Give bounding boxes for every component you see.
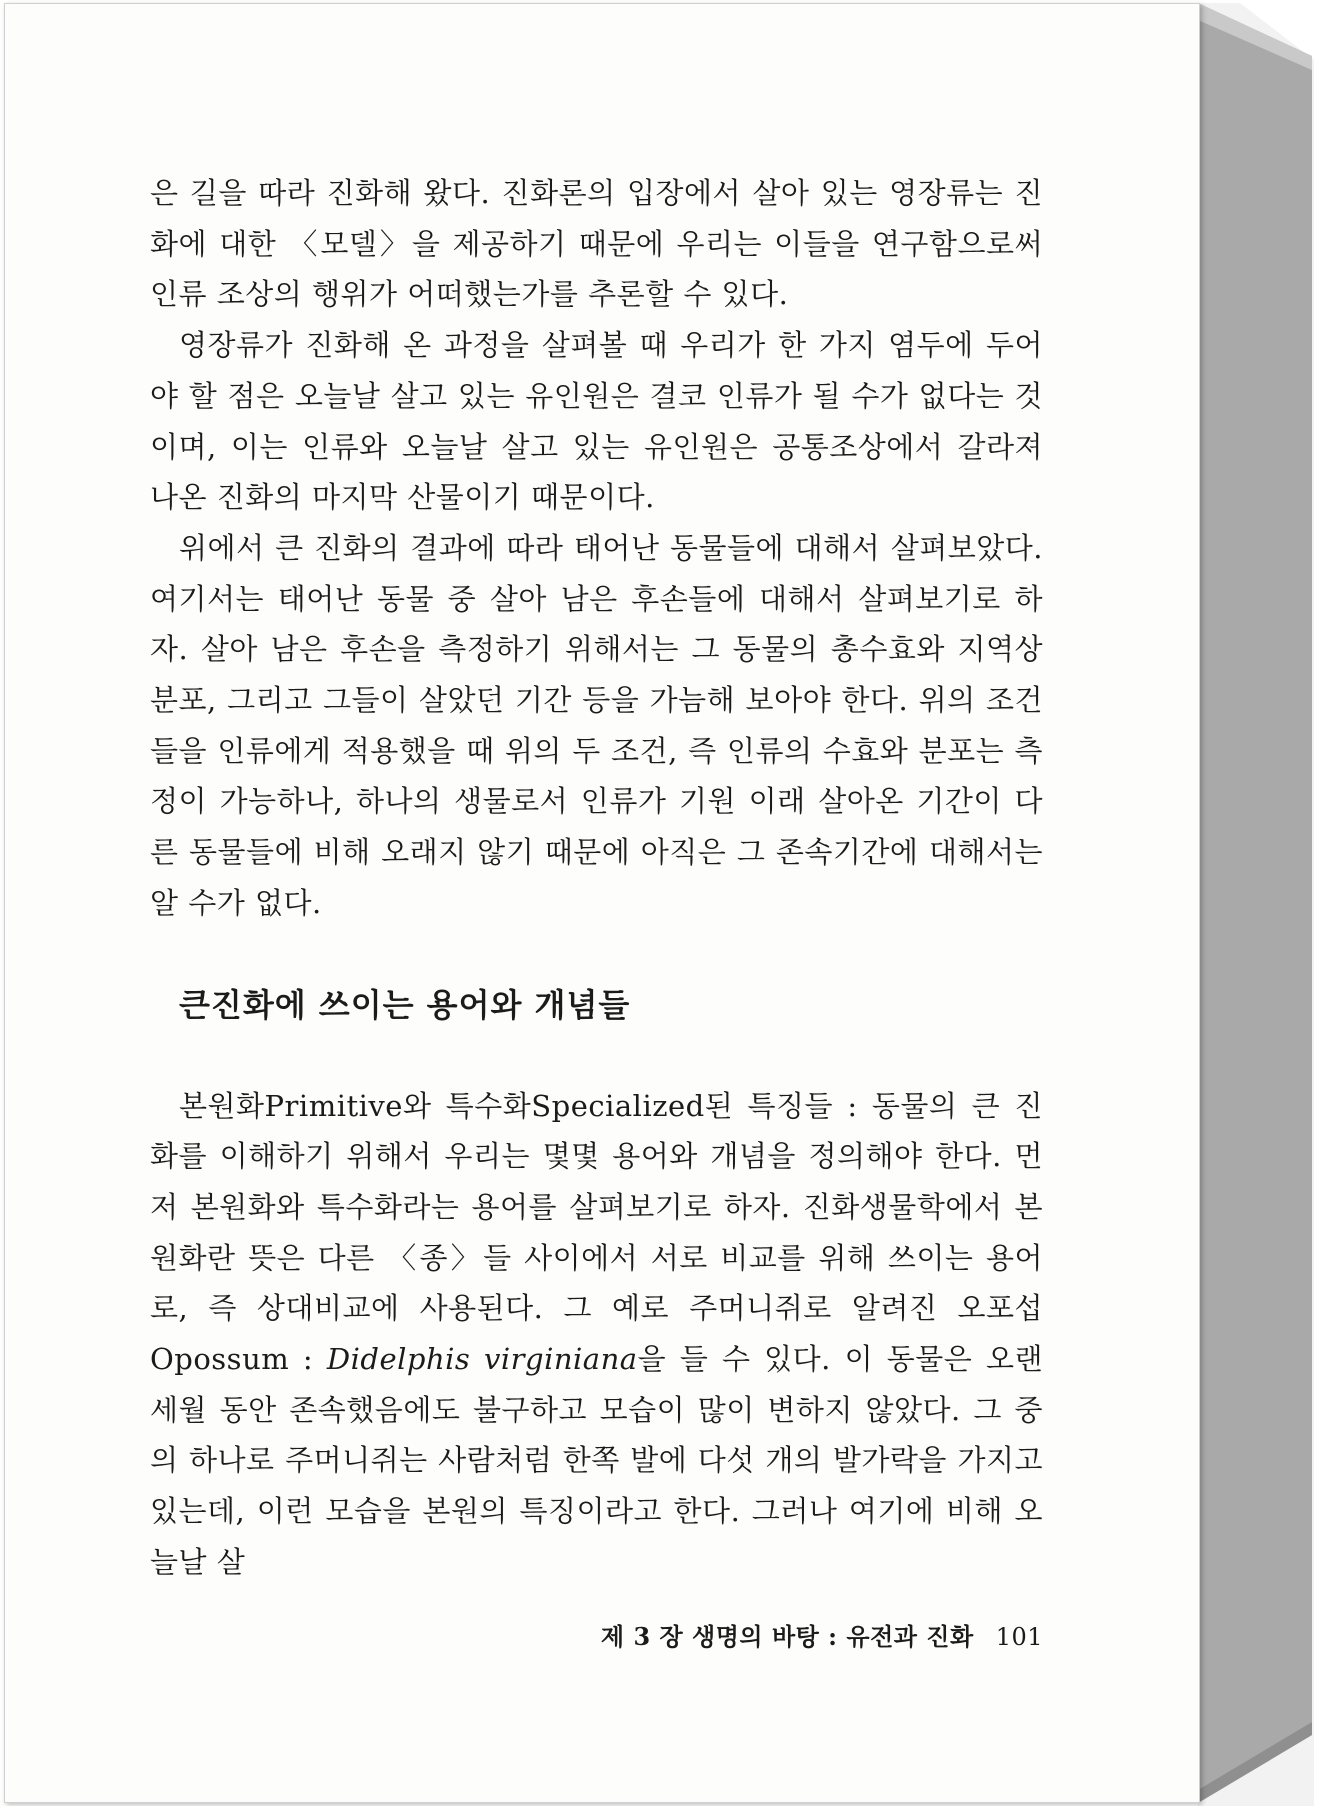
chapter-title: 제 3 장 생명의 바탕 : 유전과 진화 (600, 1622, 974, 1651)
paragraph-primate-evolution: 영장류가 진화해 온 과정을 살펴볼 때 우리가 한 가지 염두에 두어야 할 점은 오늘날 살고 있는 유인원은 결코 인류가 될 수가 없다는 것이며, 이는 인류와 오늘날 살고 있는 유인원은 공통조상에서 갈라져 나온 진화의 마지막 산물이기 때문이다. (150, 328, 1043, 515)
species-name-italic: Didelphis virginiana (326, 1342, 638, 1377)
page-number: 101 (995, 1623, 1043, 1651)
paragraph-surviving-descendants: 위에서 큰 진화의 결과에 따라 태어난 동물들에 대해서 살펴보았다. 여기서는 태어난 동물 중 살아 남은 후손들에 대해서 살펴보기로 하자. 살아 남은 후손을 측정하기 위해서는 그 동물의 총수효와 지역상 분포, 그리고 그들이 살았던 기간 등을 가늠해 보아야 한다. 위의 조건들을 인류에게 적용했을 때 위의 두 조건, 즉 인류의 수효와 분포는 측정이 가능하나, 하나의 생물로서 인류가 기원 이래 살아온 기간이 다른 동물들에 비해 오래지 않기 때문에 아직은 그 존속기간에 대해서는 알 수가 없다. (150, 530, 1043, 920)
paragraph-text-part-1: 본원화Primitive와 특수화Specialized된 특징들 : 동물의 큰 진화를 이해하기 위해서 우리는 몇몇 용어와 개념을 정의해야 한다. 먼저 본원화와 특수화라는 용어를 살펴보기로 하자. 진화생물학에서 본원화란 뜻은 다른 〈종〉들 사이에서 서로 비교를 위해 쓰이는 용어로, 즉 상대비교에 사용된다. 그 예로 주머니쥐로 알려진 오포섭Opossum : (150, 1088, 1043, 1377)
paragraph-continuation: 은 길을 따라 진화해 왔다. 진화론의 입장에서 살아 있는 영장류는 진화에 대한 〈모델〉을 제공하기 때문에 우리는 이들을 연구함으로써 인류 조상의 행위가 어떠했는가를 추론할 수 있다. (150, 176, 1043, 312)
page-footer (150, 1617, 1043, 1652)
paragraph-primitive-specialized (150, 1081, 1043, 1588)
paragraph-text-part-2: 을 들 수 있다. 이 동물은 오랜 세월 동안 존속했음에도 불구하고 모습이 많이 변하지 않았다. 그 중의 하나로 주머니쥐는 사람처럼 한쪽 발에 다섯 개의 발가락을 가지고 있는데, 이런 모습을 본원의 특징이라고 한다. 그러나 여기에 비해 오늘날 살 (150, 1342, 1044, 1579)
section-heading: 큰진화에 쓰이는 용어와 개념들 (179, 985, 631, 1024)
page-body (150, 168, 1043, 1588)
